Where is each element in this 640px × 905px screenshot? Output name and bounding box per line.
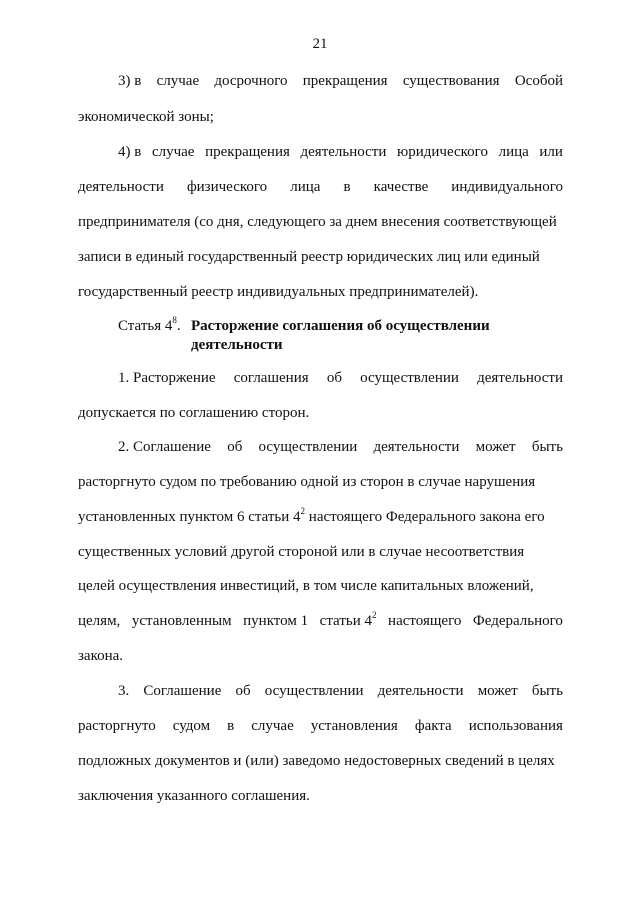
para-2-line-1: 2. Соглашение об осуществлении деятельности может быть bbox=[118, 439, 563, 455]
para-3-line-1: 3. Соглашение об осуществлении деятельности может быть bbox=[118, 683, 563, 699]
para-3-line-3: подложных документов и (или) заведомо недостоверных сведений в целях bbox=[78, 753, 555, 769]
para-1-line-2: допускается по соглашению сторон. bbox=[78, 405, 310, 421]
para-3-line-2: расторгнуто судом в случае установления факта использования bbox=[78, 718, 563, 734]
item-4-line-5: государственный реестр индивидуальных предпринимателей). bbox=[78, 284, 479, 300]
article-title-line-2: деятельности bbox=[191, 337, 283, 353]
article-title bbox=[191, 317, 521, 355]
item-3-line-1: 3) в случае досрочного прекращения существования Особой bbox=[118, 73, 563, 89]
para-2-line-2: расторгнуто судом по требованию одной из сторон в случае нарушения bbox=[78, 474, 536, 490]
para-1-line-1: 1. Расторжение соглашения об осуществлении деятельности bbox=[118, 370, 563, 386]
item-3-line-2: экономической зоны; bbox=[78, 109, 214, 125]
article-label: Статья $4^8$. bbox=[118, 315, 181, 334]
article-title-line-1: Расторжение соглашения об осуществлении bbox=[191, 318, 490, 334]
page-number: 21 bbox=[312, 36, 328, 52]
item-4-line-2: деятельности физического лица в качестве индивидуального bbox=[78, 179, 563, 195]
para-2-line-5: целей осуществления инвестиций, в том числе капитальных вложений, bbox=[78, 578, 534, 594]
para-3-line-4: заключения указанного соглашения. bbox=[78, 788, 310, 804]
item-4-line-3: предпринимателя (со дня, следующего за днем внесения соответствующей bbox=[78, 214, 557, 230]
para-2-line-7: закона. bbox=[78, 648, 124, 664]
item-4-line-1: 4) в случае прекращения деятельности юридического лица или bbox=[118, 144, 563, 160]
para-2-line-3: установленных пунктом 6 статьи $4^2$ настоящего Федерального закона его bbox=[78, 506, 545, 525]
para-2-line-4: существенных условий другой стороной или в случае несоответствия bbox=[78, 544, 525, 560]
item-4-line-4: записи в единый государственный реестр юридических лиц или единый bbox=[78, 249, 540, 265]
para-2-line-6: целям, установленным пунктом 1 статьи $4^2$ настоящего Федерального bbox=[78, 610, 563, 629]
